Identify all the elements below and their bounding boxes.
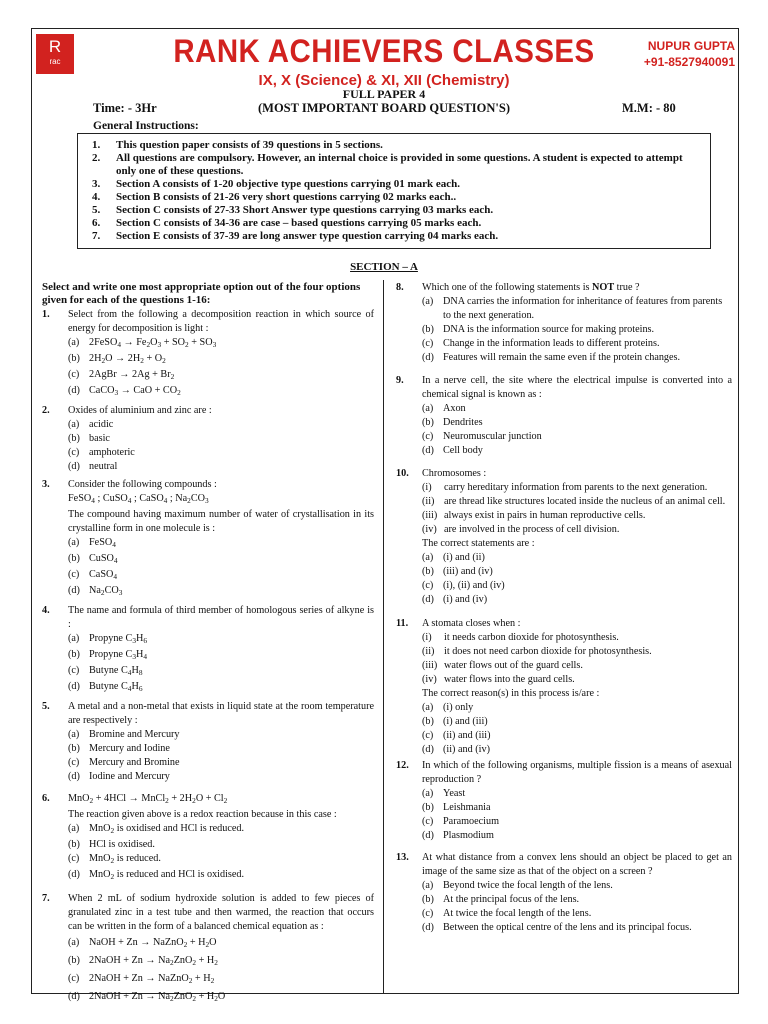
question-7: 7. When 2 mL of sodium hydroxide solution is added to few pieces of granulated zinc in a test tube and then warmed, the reaction that occurs can be written in the form of a balanced chemical equation as :: [42, 893, 374, 932]
option: (a) 2FeSO$_4$ → $Fe_2O_3 + SO_2 + SO_3$: [68, 337, 217, 349]
statement: (iv) water flows into the guard cells.: [422, 674, 575, 685]
option: (b) CuSO$_4$: [68, 553, 118, 565]
question-9: 9. In a nerve cell, the site where the electrical impulse is converted into a chemical signal is known as :: [396, 375, 732, 400]
option: (d) (i) and (iv): [422, 594, 488, 605]
instruction-item: 7. Section E consists of 37-39 are long answer type question carrying 04 marks each.: [92, 230, 499, 242]
max-marks: M.M: - 80: [622, 101, 676, 115]
option: (b) HCl is oxidised.: [68, 839, 155, 850]
option: (a) Axon: [422, 403, 466, 414]
right-column: [396, 281, 732, 935]
question-8: 8. Which one of the following statements is NOT true ?: [396, 282, 640, 293]
option: (d) Features will remain the same even if the protein changes.: [422, 352, 681, 363]
option: (d) Butyne $C_4H_6$: [68, 681, 143, 693]
statement: (ii) are thread like structures located inside the nucleus of an animal cell.: [422, 496, 726, 507]
option: (c) CaSO$_4$: [68, 569, 118, 581]
statement: (i) carry hereditary information from parents to the next generation.: [422, 482, 708, 493]
contact-phone: +91-8527940091: [643, 55, 735, 69]
option: (c) MnO$_2$ is reduced.: [68, 853, 161, 865]
option: (d) Cell body: [422, 445, 483, 456]
option: (a) Yeast: [422, 788, 466, 799]
question-3: 3. Consider the following compounds : FeSO$_4$ ; CuSO$_4$ ; CaSO$_4$ ; $Na_2CO_3$ The compound having maximum number of water of crystallisation in its crystalline form in one molecule is :: [42, 479, 374, 534]
question-10: 10. Chromosomes :: [396, 468, 487, 479]
question-2: 2. Oxides of aluminium and zinc are :: [42, 405, 212, 416]
option: (d) (ii) and (iv): [422, 744, 490, 755]
option: (b) Mercury and Iodine: [68, 743, 170, 754]
question-1: 1. Select from the following a decomposition reaction in which source of energy for decomposition is light :: [42, 309, 374, 334]
classes-line: IX, X (Science) & XI, XII (Chemistry): [258, 72, 510, 89]
section-title: SECTION – A: [350, 261, 418, 273]
instruction-item: 3. Section A consists of 1-20 objective type questions carrying 01 mark each.: [92, 178, 461, 190]
contact-name: NUPUR GUPTA: [647, 39, 735, 53]
option: (d) MnO$_2$ is reduced and HCl is oxidised.: [68, 869, 245, 881]
question-6: 6. MnO$_2$ + 4HCl → MnCl$_2$ + $2H_2O + Cl_2$ The reaction given above is a redox reaction because in this case :: [42, 793, 337, 820]
statement: (ii) it does not need carbon dioxide for photosynthesis.: [422, 646, 652, 657]
instruction-item: 6. Section C consists of 34-36 are case – based questions carrying 05 marks each.: [92, 217, 482, 229]
option: (c) Mercury and Bromine: [68, 757, 180, 768]
option: (c) (ii) and (iii): [422, 730, 491, 741]
option: (b) basic: [68, 433, 110, 444]
instructions-title: General Instructions:: [93, 120, 199, 132]
option: (b) Propyne $C_3H_4$: [68, 649, 148, 661]
instructions-box: [77, 133, 711, 249]
logo-text: rac: [49, 57, 61, 66]
option: (a) Beyond twice the focal length of the lens.: [422, 880, 613, 891]
option: (a) FeSO$_4$: [68, 537, 116, 549]
instruction-item: 2. All questions are compulsory. However, an internal choice is provided in some questions. A student is expected to attempt only one of these questions.: [92, 152, 683, 177]
option: (b) At the principal focus of the lens.: [422, 894, 580, 905]
option: (d) CaCO$_3$ → CaO + $CO_2$: [68, 385, 181, 397]
option: (b) $2H_2O \to 2H_2 + O_2$: [68, 353, 166, 365]
option: (c) Change in the information leads to different proteins.: [422, 338, 660, 349]
question-13: 13. At what distance from a convex lens should an object be placed to get an image of the same size as that of the object on a screen ?: [396, 852, 732, 877]
option: (c) Butyne $C_4H_8$: [68, 665, 143, 677]
logo-letter: R: [48, 37, 62, 56]
option: (c) amphoteric: [68, 447, 135, 458]
time-label: Time: - 3Hr: [93, 101, 157, 115]
option: (d) $Na_2CO_3$: [68, 585, 123, 597]
paper-title: FULL PAPER 4: [342, 87, 426, 101]
instruction-item: 1. This question paper consists of 39 questions in 5 sections.: [92, 139, 383, 151]
option: (a) Bromine and Mercury: [68, 729, 180, 740]
statement: (iv) are involved in the process of cell division.: [422, 524, 620, 535]
option: (a) MnO$_2$ is oxidised and HCl is reduced.: [68, 823, 245, 835]
instruction-item: 4. Section B consists of 21-26 very short questions carrying 02 marks each..: [92, 191, 457, 203]
option: (b) (i) and (iii): [422, 716, 488, 727]
instruction-item: 5. Section C consists of 27-33 Short Answer type questions carrying 03 marks each.: [92, 204, 494, 216]
statement: (iii) always exist in pairs in human reproductive cells.: [422, 510, 646, 521]
option: (d) neutral: [68, 461, 118, 472]
option: (a) (i) only: [422, 702, 474, 713]
question-prompt: The correct statements are :: [422, 538, 535, 549]
contact: [644, 38, 735, 70]
column-divider: [383, 280, 384, 994]
option: (a) Propyne $C_3H_6$: [68, 633, 148, 645]
option: (c) Neuromuscular junction: [422, 431, 542, 442]
option: (a) DNA carries the information for inheritance of features from parents to the next generation.: [422, 296, 723, 321]
option: (c) 2AgBr → $2Ag + Br_2$: [68, 369, 175, 381]
question-prompt: The correct reason(s) in this process is/are :: [422, 688, 600, 699]
question-12: 12. In which of the following organisms, multiple fission is a means of asexual reproduction ?: [396, 760, 732, 785]
option: (d) 2NaOH + $Zn \to Na_2ZnO_2 + H_2O$: [68, 991, 226, 1003]
statement: (iii) water flows out of the guard cells.: [422, 660, 583, 671]
option: (b) Dendrites: [422, 417, 483, 428]
option: (d) Plasmodium: [422, 830, 494, 841]
option: (a) NaOH + Zn → NaZnO$_2$ + $H_2O$: [68, 937, 217, 949]
option: (c) Paramoecium: [422, 816, 500, 827]
statement: (i) it needs carbon dioxide for photosynthesis.: [422, 632, 619, 643]
section-intro: Select and write one most appropriate option out of the four options given for each of the questions 1-16:: [42, 281, 361, 306]
option: (b) DNA is the information source for making proteins.: [422, 324, 655, 335]
institute-name: RANK ACHIEVERS CLASSES: [173, 33, 595, 69]
option: (d) Iodine and Mercury: [68, 771, 170, 782]
option: (b) 2NaOH + $Zn \to Na_2ZnO_2 + H_2$: [68, 955, 218, 967]
question-4: 4. The name and formula of third member of homologous series of alkyne is :: [42, 605, 374, 630]
question-5: 5. A metal and a non-metal that exists in liquid state at the room temperature are respectively :: [42, 701, 374, 726]
option: (c) 2NaOH + Zn → NaZnO$_2$ + $H_2$: [68, 973, 215, 985]
option: (d) Between the optical centre of the lens and its principal focus.: [422, 922, 692, 933]
question-11: 11. A stomata closes when :: [396, 618, 521, 629]
left-column: [42, 281, 374, 1006]
option: (c) At twice the focal length of the lens.: [422, 908, 592, 919]
option: (a) acidic: [68, 419, 114, 430]
option: (a) (i) and (ii): [422, 552, 485, 563]
paper-subtitle: (MOST IMPORTANT BOARD QUESTION'S): [257, 101, 511, 115]
compound-list: FeSO$_4$ ; CuSO$_4$ ; CaSO$_4$ ; $Na_2CO_3$: [68, 493, 209, 505]
option: (b) Leishmania: [422, 802, 491, 813]
redox-equation: MnO$_2$ + 4HCl → MnCl$_2$ + $2H_2O + Cl_2$: [68, 793, 228, 805]
option: (b) (iii) and (iv): [422, 566, 493, 577]
option: (c) (i), (ii) and (iv): [422, 580, 505, 591]
